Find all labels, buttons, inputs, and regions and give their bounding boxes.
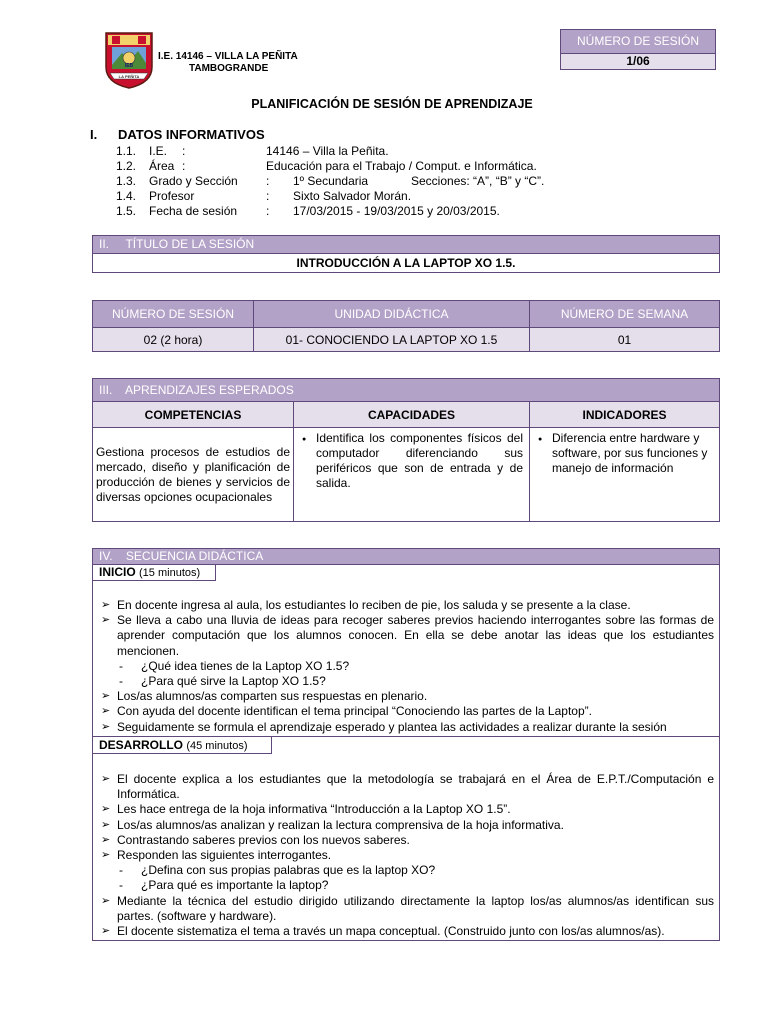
datos-row-extra: Secciones: “A”, “B” y “C”.: [411, 174, 545, 188]
datos-row: [116, 144, 736, 159]
datos-row-number: 1.2.: [116, 159, 137, 173]
desarrollo-item: ➢ El docente explica a los estudiantes que la metodología se trabajará en el Área de E.P.T./Computación e Informática.: [97, 772, 714, 802]
inicio-label: INICIO: [99, 565, 136, 579]
titulo-value: INTRODUCCIÓN A LA LAPTOP XO 1.5.: [296, 256, 516, 270]
datos-row-label: Área: [149, 159, 175, 173]
secuencia-heading-bar: [92, 548, 720, 565]
datos-row-separator: :: [266, 174, 270, 188]
datos-row-separator: :: [182, 159, 186, 173]
aprendizajes-column-header: INDICADORES: [530, 402, 720, 428]
session-table-cell: 01: [530, 328, 720, 352]
inicio-item: ➢ Se lleva a cabo una lluvia de ideas para recoger saberes previos haciendo interrogantes sobre las formas de aprender computación que los alumnos conocen. En ella se debe anotar las ideas que los estudiantes mencionen.: [97, 613, 714, 659]
desarrollo-content: [97, 772, 714, 939]
school-crest: [104, 31, 154, 89]
aprendizajes-column-header: CAPACIDADES: [294, 402, 530, 428]
session-table: [92, 300, 720, 352]
datos-row: [116, 174, 736, 189]
datos-row-number: 1.4.: [116, 189, 137, 203]
inicio-item: ➢ En docente ingresa al aula, los estudiantes lo reciben de pie, los saluda y se presente a la clase.: [97, 598, 714, 613]
desarrollo-question: - ¿Defina con sus propias palabras que es la laptop XO?: [97, 863, 714, 878]
session-table-cell: 02 (2 hora): [93, 328, 254, 352]
desarrollo-item: ➢ Los/as alumnos/as analizan y realizan la lectura comprensiva de la hoja informativa.: [97, 818, 714, 833]
school-name: I.E. 14146 – VILLA LA PEÑITA: [158, 51, 298, 62]
datos-row-value: Educación para el Trabajo / Comput. e Informática.: [266, 159, 537, 173]
inicio-item: ➢ Seguidamente se formula el aprendizaje esperado y plantea las actividades a realizar durante la sesión: [97, 720, 714, 735]
datos-heading-number: I.: [90, 127, 98, 142]
desarrollo-question: - ¿Para qué es importante la laptop?: [97, 878, 714, 893]
inicio-time: (15 minutos): [139, 567, 201, 579]
capacidad-cell: [294, 428, 530, 522]
datos-row: [116, 189, 736, 204]
competencia-cell: [93, 428, 294, 522]
inicio-questions: [97, 659, 714, 689]
session-number-label-box: [560, 29, 716, 54]
titulo-value-box: [92, 253, 720, 273]
datos-row: [116, 159, 736, 174]
datos-row-value: Sixto Salvador Morán.: [293, 189, 412, 203]
session-table-header: UNIDAD DIDÁCTICA: [254, 301, 530, 328]
desarrollo-list: [97, 772, 714, 863]
indicador-item: ● Diferencia entre hardware y software, por sus funciones y manejo de información: [534, 431, 713, 476]
inicio-question: - ¿Qué idea tienes de la Laptop XO 1.5?: [97, 659, 714, 674]
svg-text:IEB: IEB: [124, 63, 134, 69]
datos-row-separator: :: [266, 204, 270, 218]
datos-heading-text: DATOS INFORMATIVOS: [118, 127, 265, 142]
aprendizajes-heading-bar: [92, 378, 720, 402]
capacidad-list: [298, 431, 523, 491]
capacidad-item: ● Identifica los componentes físicos del computador diferenciando sus periféricos que son de entrada y de salida.: [298, 431, 523, 491]
desarrollo-questions: [97, 863, 714, 893]
document-title: PLANIFICACIÓN DE SESIÓN DE APRENDIZAJE: [251, 97, 533, 111]
datos-row-value: 1º Secundaria: [293, 174, 369, 188]
datos-row-number: 1.3.: [116, 174, 137, 188]
desarrollo-time: (45 minutos): [186, 740, 248, 752]
inicio-list: [97, 598, 714, 659]
datos-row-label: Grado y Sección: [149, 174, 238, 188]
datos-row-number: 1.5.: [116, 204, 137, 218]
session-table-header: NÚMERO DE SESIÓN: [93, 301, 254, 328]
datos-row-label: Profesor: [149, 189, 195, 203]
session-number-label: NÚMERO DE SESIÓN: [576, 34, 699, 48]
school-town: TAMBOGRANDE: [189, 63, 269, 74]
desarrollo-label-box: [92, 736, 272, 754]
datos-list: [116, 144, 736, 219]
aprendizajes-table: [92, 401, 720, 522]
session-table-cell: 01- CONOCIENDO LA LAPTOP XO 1.5: [254, 328, 530, 352]
inicio-question: - ¿Para qué sirve la Laptop XO 1.5?: [97, 674, 714, 689]
inicio-label-box: [92, 564, 216, 581]
desarrollo-list-continued: [97, 894, 714, 940]
session-number-value-box: [560, 53, 716, 70]
titulo-heading: II. TÍTULO DE LA SESIÓN: [99, 237, 255, 251]
desarrollo-item: ➢ Mediante la técnica del estudio dirigido utilizando directamente la laptop los/as alumnos/as identifican sus partes. (software y hardware).: [97, 894, 714, 924]
competencia-text: Gestiona procesos de estudios de mercado, diseño y planificación de producción de bienes y servicios de diversas opciones ocupacionales: [96, 444, 290, 504]
desarrollo-label: DESARROLLO: [99, 738, 183, 752]
aprendizajes-column-header: COMPETENCIAS: [93, 402, 294, 428]
desarrollo-item: ➢ Les hace entrega de la hoja informativa “Introducción a la Laptop XO 1.5”.: [97, 802, 714, 817]
datos-row-label: Fecha de sesión: [149, 204, 238, 218]
indicador-cell: [530, 428, 720, 522]
session-number-value: 1/06: [626, 54, 650, 68]
datos-row-separator: :: [182, 144, 186, 158]
inicio-item: ➢ Los/as alumnos/as comparten sus respuestas en plenario.: [97, 689, 714, 704]
inicio-content: [97, 598, 714, 735]
secuencia-heading: IV. SECUENCIA DIDÁCTICA: [99, 549, 264, 563]
datos-row: [116, 204, 736, 219]
datos-row-value: 14146 – Villa la Peñita.: [266, 144, 389, 158]
desarrollo-item: ➢ Contrastando saberes previos con los nuevos saberes.: [97, 833, 714, 848]
indicador-list: [534, 431, 713, 476]
datos-row-separator: :: [266, 189, 270, 203]
datos-row-label: I.E.: [149, 144, 168, 158]
session-table-header: NÚMERO DE SEMANA: [530, 301, 720, 328]
inicio-list-continued: [97, 689, 714, 735]
inicio-item: ➢ Con ayuda del docente identifican el tema principal “Conociendo las partes de la Laptop”.: [97, 704, 714, 719]
aprendizajes-heading: III. APRENDIZAJES ESPERADOS: [99, 383, 294, 397]
datos-heading: [90, 127, 265, 142]
desarrollo-item: ➢ Responden las siguientes interrogantes.: [97, 848, 714, 863]
datos-row-number: 1.1.: [116, 144, 137, 158]
desarrollo-item: ➢ El docente sistematiza el tema a través un mapa conceptual. (Construido junto con los/as alumnos/as).: [97, 924, 714, 939]
svg-text:LA PEÑITA: LA PEÑITA: [118, 74, 140, 79]
titulo-heading-bar: [92, 235, 720, 254]
datos-row-value: 17/03/2015 - 19/03/2015 y 20/03/2015.: [293, 204, 500, 218]
